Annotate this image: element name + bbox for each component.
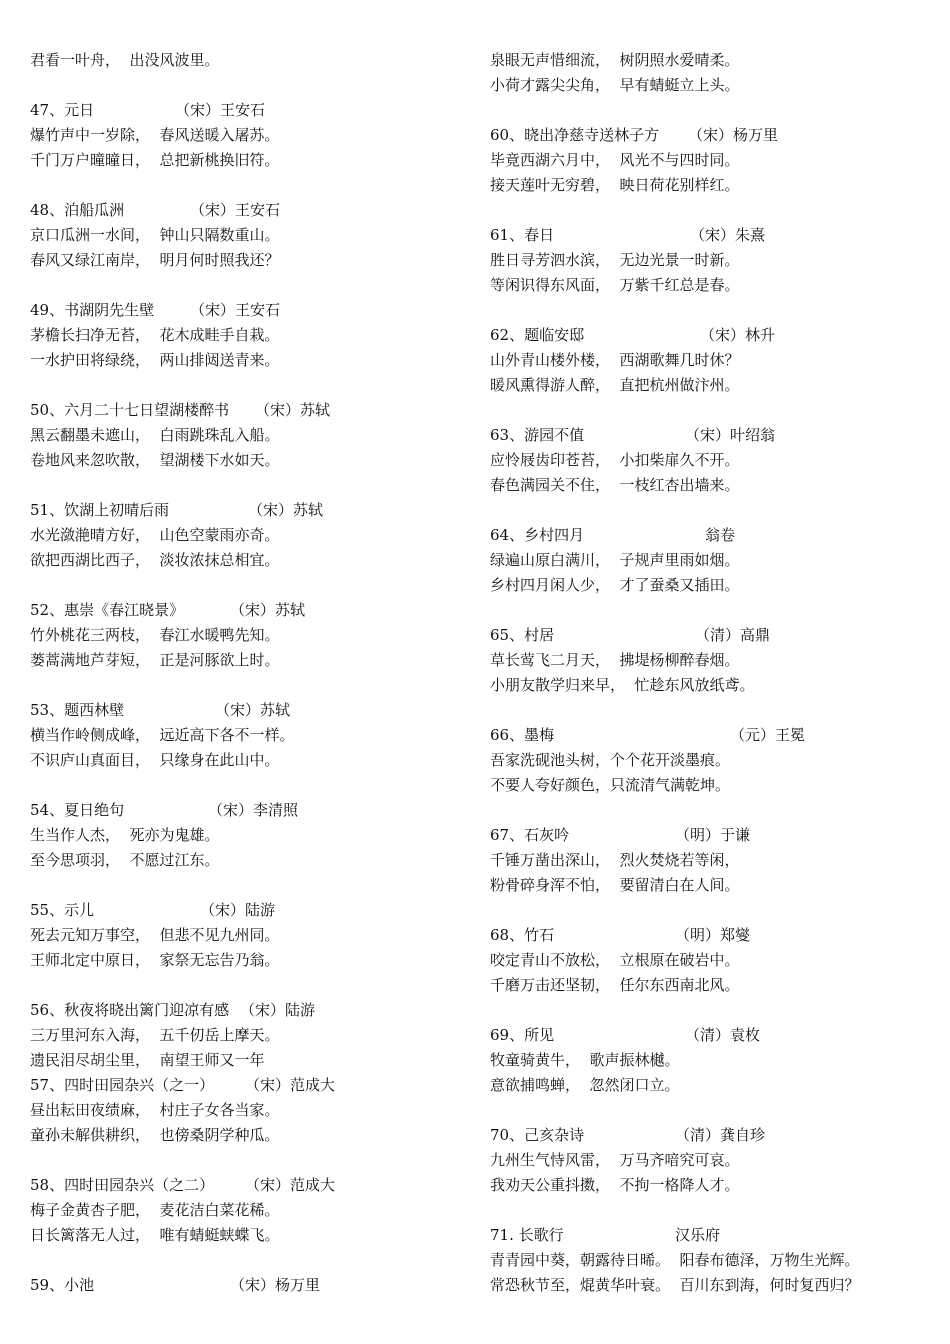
poem-line: 茅檐长扫净无苔， 花木成畦手自栽。 xyxy=(30,326,280,344)
poem-title: 51、饮湖上初晴后雨 xyxy=(30,501,170,519)
poem-line: 春色满园关不住， 一枝红杏出墙来。 xyxy=(490,476,740,494)
spacer xyxy=(490,998,930,1023)
poem-line: 梅子金黄杏子肥， 麦花洁白菜花稀。 xyxy=(30,1201,280,1219)
poem-line: 欲把西湖比西子， 淡妆浓抹总相宜。 xyxy=(30,551,280,569)
poem-author: （宋）范成大 xyxy=(245,1076,336,1094)
poem-title: 60、晓出净慈寺送林子方 xyxy=(490,126,660,144)
poem-title: 70、己亥杂诗 xyxy=(490,1126,585,1144)
poem-author: （宋）王安石 xyxy=(190,201,281,219)
poem-line: 水光潋滟晴方好， 山色空蒙雨亦奇。 xyxy=(30,526,280,544)
spacer xyxy=(30,773,450,798)
spacer xyxy=(30,873,450,898)
poem-title: 56、秋夜将晓出篱门迎凉有感 xyxy=(30,1001,230,1019)
poem-line: 我劝天公重抖擞， 不拘一格降人才。 xyxy=(490,1176,740,1194)
poem-line: 至今思项羽， 不愿过江东。 xyxy=(30,851,220,869)
poem-author: （清）袁枚 xyxy=(685,1026,761,1044)
poem-line: 遗民泪尽胡尘里， 南望王师又一年 xyxy=(30,1051,265,1069)
poem-line: 不要人夸好颜色，只流清气满乾坤。 xyxy=(490,776,731,794)
poem-title: 48、泊船瓜洲 xyxy=(30,201,125,219)
poem-line: 常恐秋节至，焜黄华叶衰。 百川东到海，何时复西归？ xyxy=(490,1276,860,1294)
poem-line: 千门万户曈曈日， 总把新桃换旧符。 xyxy=(30,151,280,169)
poem-heading xyxy=(30,598,450,623)
poem-line: 一水护田将绿绕， 两山排闼送青来。 xyxy=(30,351,280,369)
spacer xyxy=(490,598,930,623)
poem-author: （宋）陆游 xyxy=(200,901,276,919)
poem-author: （宋）李清照 xyxy=(208,801,299,819)
spacer xyxy=(30,273,450,298)
poem-heading xyxy=(490,823,930,848)
poem-line: 不识庐山真面目， 只缘身在此山中。 xyxy=(30,751,280,769)
poem-title: 62、题临安邸 xyxy=(490,326,585,344)
poem-title: 49、书湖阴先生壁 xyxy=(30,301,155,319)
poem-line: 粉骨碎身浑不怕， 要留清白在人间。 xyxy=(490,876,740,894)
poem-title: 65、村居 xyxy=(490,626,555,644)
poem-author: 翁卷 xyxy=(705,526,736,544)
spacer xyxy=(490,298,930,323)
spacer xyxy=(490,1198,930,1223)
poem-heading xyxy=(490,1223,930,1248)
poem-line: 青青园中葵，朝露待日晞。 阳春布德泽，万物生光辉。 xyxy=(490,1251,860,1269)
poem-title: 52、惠崇《春江晓景》 xyxy=(30,601,185,619)
poem-heading xyxy=(30,498,450,523)
poem-line: 牧童骑黄牛， 歌声振林樾。 xyxy=(490,1051,680,1069)
spacer xyxy=(30,973,450,998)
poem-author: （清）高鼎 xyxy=(695,626,771,644)
poem-title: 66、墨梅 xyxy=(490,726,555,744)
poem-line: 毕竟西湖六月中， 风光不与四时同。 xyxy=(490,151,740,169)
poem-heading xyxy=(490,423,930,448)
poem-line: 蒌蒿满地芦芽短， 正是河豚欲上时。 xyxy=(30,651,280,669)
poem-heading xyxy=(490,523,930,548)
poem-line: 爆竹声中一岁除， 春风送暖入屠苏。 xyxy=(30,126,280,144)
poem-heading xyxy=(490,223,930,248)
continued-line: 君看一叶舟， 出没风波里。 xyxy=(30,51,220,69)
spacer xyxy=(490,898,930,923)
poem-line: 王师北定中原日， 家祭无忘告乃翁。 xyxy=(30,951,280,969)
poem-line: 千磨万击还坚韧， 任尔东西南北风。 xyxy=(490,976,740,994)
poem-line: 接天莲叶无穷碧， 映日荷花别样红。 xyxy=(490,176,740,194)
poem-heading xyxy=(30,198,450,223)
poem-author: （宋）朱熹 xyxy=(690,226,766,244)
poem-line: 绿遍山原白满川， 子规声里雨如烟。 xyxy=(490,551,740,569)
spacer xyxy=(490,798,930,823)
poem-title: 47、元日 xyxy=(30,101,95,119)
poem-heading xyxy=(490,123,930,148)
poem-line: 春风又绿江南岸， 明月何时照我还？ xyxy=(30,251,280,269)
poem-heading xyxy=(30,798,450,823)
poem-author: （宋）范成大 xyxy=(245,1176,336,1194)
poem-heading xyxy=(30,1073,450,1098)
poem-author: （清）龚自珍 xyxy=(675,1126,766,1144)
poem-line: 竹外桃花三两枝， 春江水暖鸭先知。 xyxy=(30,626,280,644)
poem-author: （宋）苏轼 xyxy=(215,701,291,719)
poem-heading xyxy=(490,623,930,648)
poem-author: （宋）林升 xyxy=(700,326,776,344)
poem-author: （宋）王安石 xyxy=(190,301,281,319)
poem-heading xyxy=(30,698,450,723)
poem-title: 55、示儿 xyxy=(30,901,95,919)
poem-heading xyxy=(490,723,930,748)
poem-author: （宋）陆游 xyxy=(240,1001,316,1019)
poem-line: 山外青山楼外楼， 西湖歌舞几时休？ xyxy=(490,351,740,369)
poem-heading xyxy=(490,1123,930,1148)
spacer xyxy=(490,698,930,723)
poem-title: 57、四时田园杂兴（之一） xyxy=(30,1076,215,1094)
poem-line: 应怜屐齿印苍苔， 小扣柴扉久不开。 xyxy=(490,451,740,469)
poem-line: 生当作人杰， 死亦为鬼雄。 xyxy=(30,826,220,844)
poem-line: 等闲识得东风面， 万紫千红总是春。 xyxy=(490,276,740,294)
spacer xyxy=(490,98,930,123)
poem-author: （宋）苏轼 xyxy=(230,601,306,619)
poem-line: 草长莺飞二月天， 拂堤杨柳醉春烟。 xyxy=(490,651,740,669)
poem-line: 横当作岭侧成峰， 远近高下各不一样。 xyxy=(30,726,295,744)
continued-line: 泉眼无声惜细流， 树阴照水爱晴柔。 xyxy=(490,51,740,69)
poem-title: 69、所见 xyxy=(490,1026,555,1044)
poem-heading xyxy=(30,98,450,123)
poem-line: 卷地风来忽吹散， 望湖楼下水如天。 xyxy=(30,451,280,469)
poem-title: 67、石灰吟 xyxy=(490,826,570,844)
poem-author: （宋）叶绍翁 xyxy=(685,426,776,444)
poem-author: （明）郑燮 xyxy=(675,926,751,944)
spacer xyxy=(490,1098,930,1123)
spacer xyxy=(30,173,450,198)
poem-line: 乡村四月闲人少， 才了蚕桑又插田。 xyxy=(490,576,740,594)
poem-author: 汉乐府 xyxy=(675,1226,721,1244)
poem-line: 死去元知万事空， 但悲不见九州同。 xyxy=(30,926,280,944)
poem-line: 咬定青山不放松， 立根原在破岩中。 xyxy=(490,951,740,969)
poem-title: 71. 长歌行 xyxy=(490,1226,564,1244)
poem-line: 日长篱落无人过， 唯有蜻蜓蛱蝶飞。 xyxy=(30,1226,280,1244)
poem-heading xyxy=(30,998,450,1023)
poem-line: 胜日寻芳泗水滨， 无边光景一时新。 xyxy=(490,251,740,269)
poem-line: 九州生气恃风雷， 万马齐喑究可哀。 xyxy=(490,1151,740,1169)
poem-line: 童孙未解供耕织， 也傍桑阴学种瓜。 xyxy=(30,1126,280,1144)
poem-title: 53、题西林壁 xyxy=(30,701,125,719)
poem-title: 50、六月二十七日望湖楼醉书 xyxy=(30,401,230,419)
poem-line: 京口瓜洲一水间， 钟山只隔数重山。 xyxy=(30,226,280,244)
poem-author: （宋）苏轼 xyxy=(255,401,331,419)
poem-heading xyxy=(30,1173,450,1198)
spacer xyxy=(30,673,450,698)
poem-heading xyxy=(30,1273,450,1298)
spacer xyxy=(30,1148,450,1173)
spacer xyxy=(30,373,450,398)
poem-title: 54、夏日绝句 xyxy=(30,801,125,819)
spacer xyxy=(30,473,450,498)
spacer xyxy=(490,198,930,223)
poem-heading xyxy=(30,398,450,423)
poem-author: （元）王冕 xyxy=(730,726,806,744)
poem-author: （宋）杨万里 xyxy=(688,126,779,144)
poem-line: 黑云翻墨未遮山， 白雨跳珠乱入船。 xyxy=(30,426,280,444)
poem-line: 小朋友散学归来早， 忙趁东风放纸鸢。 xyxy=(490,676,755,694)
spacer xyxy=(30,573,450,598)
poem-line: 暖风熏得游人醉， 直把杭州做汴州。 xyxy=(490,376,740,394)
poem-line: 吾家洗砚池头树，个个花开淡墨痕。 xyxy=(490,751,731,769)
poem-author: （明）于谦 xyxy=(675,826,751,844)
poem-title: 68、竹石 xyxy=(490,926,555,944)
spacer xyxy=(30,73,450,98)
left-column xyxy=(30,48,450,1298)
spacer xyxy=(30,1248,450,1273)
poem-title: 64、乡村四月 xyxy=(490,526,585,544)
poem-author: （宋）杨万里 xyxy=(230,1276,321,1294)
poem-heading xyxy=(490,1023,930,1048)
poem-heading xyxy=(490,323,930,348)
right-column xyxy=(490,48,930,1298)
spacer xyxy=(490,498,930,523)
poem-title: 59、小池 xyxy=(30,1276,95,1294)
poem-title: 58、四时田园杂兴（之二） xyxy=(30,1176,215,1194)
poem-line: 三万里河东入海， 五千仞岳上摩天。 xyxy=(30,1026,280,1044)
continued-line: 小荷才露尖尖角， 早有蜻蜓立上头。 xyxy=(490,76,740,94)
poem-heading xyxy=(30,898,450,923)
poem-author: （宋）王安石 xyxy=(175,101,266,119)
poem-line: 意欲捕鸣蝉， 忽然闭口立。 xyxy=(490,1076,680,1094)
poem-title: 61、春日 xyxy=(490,226,555,244)
poem-heading xyxy=(30,298,450,323)
spacer xyxy=(490,398,930,423)
poem-line: 昼出耘田夜绩麻， 村庄子女各当家。 xyxy=(30,1101,280,1119)
poem-title: 63、游园不值 xyxy=(490,426,585,444)
poem-author: （宋）苏轼 xyxy=(248,501,324,519)
poem-line: 千锤万凿出深山， 烈火焚烧若等闲， xyxy=(490,851,740,869)
poem-heading xyxy=(490,923,930,948)
